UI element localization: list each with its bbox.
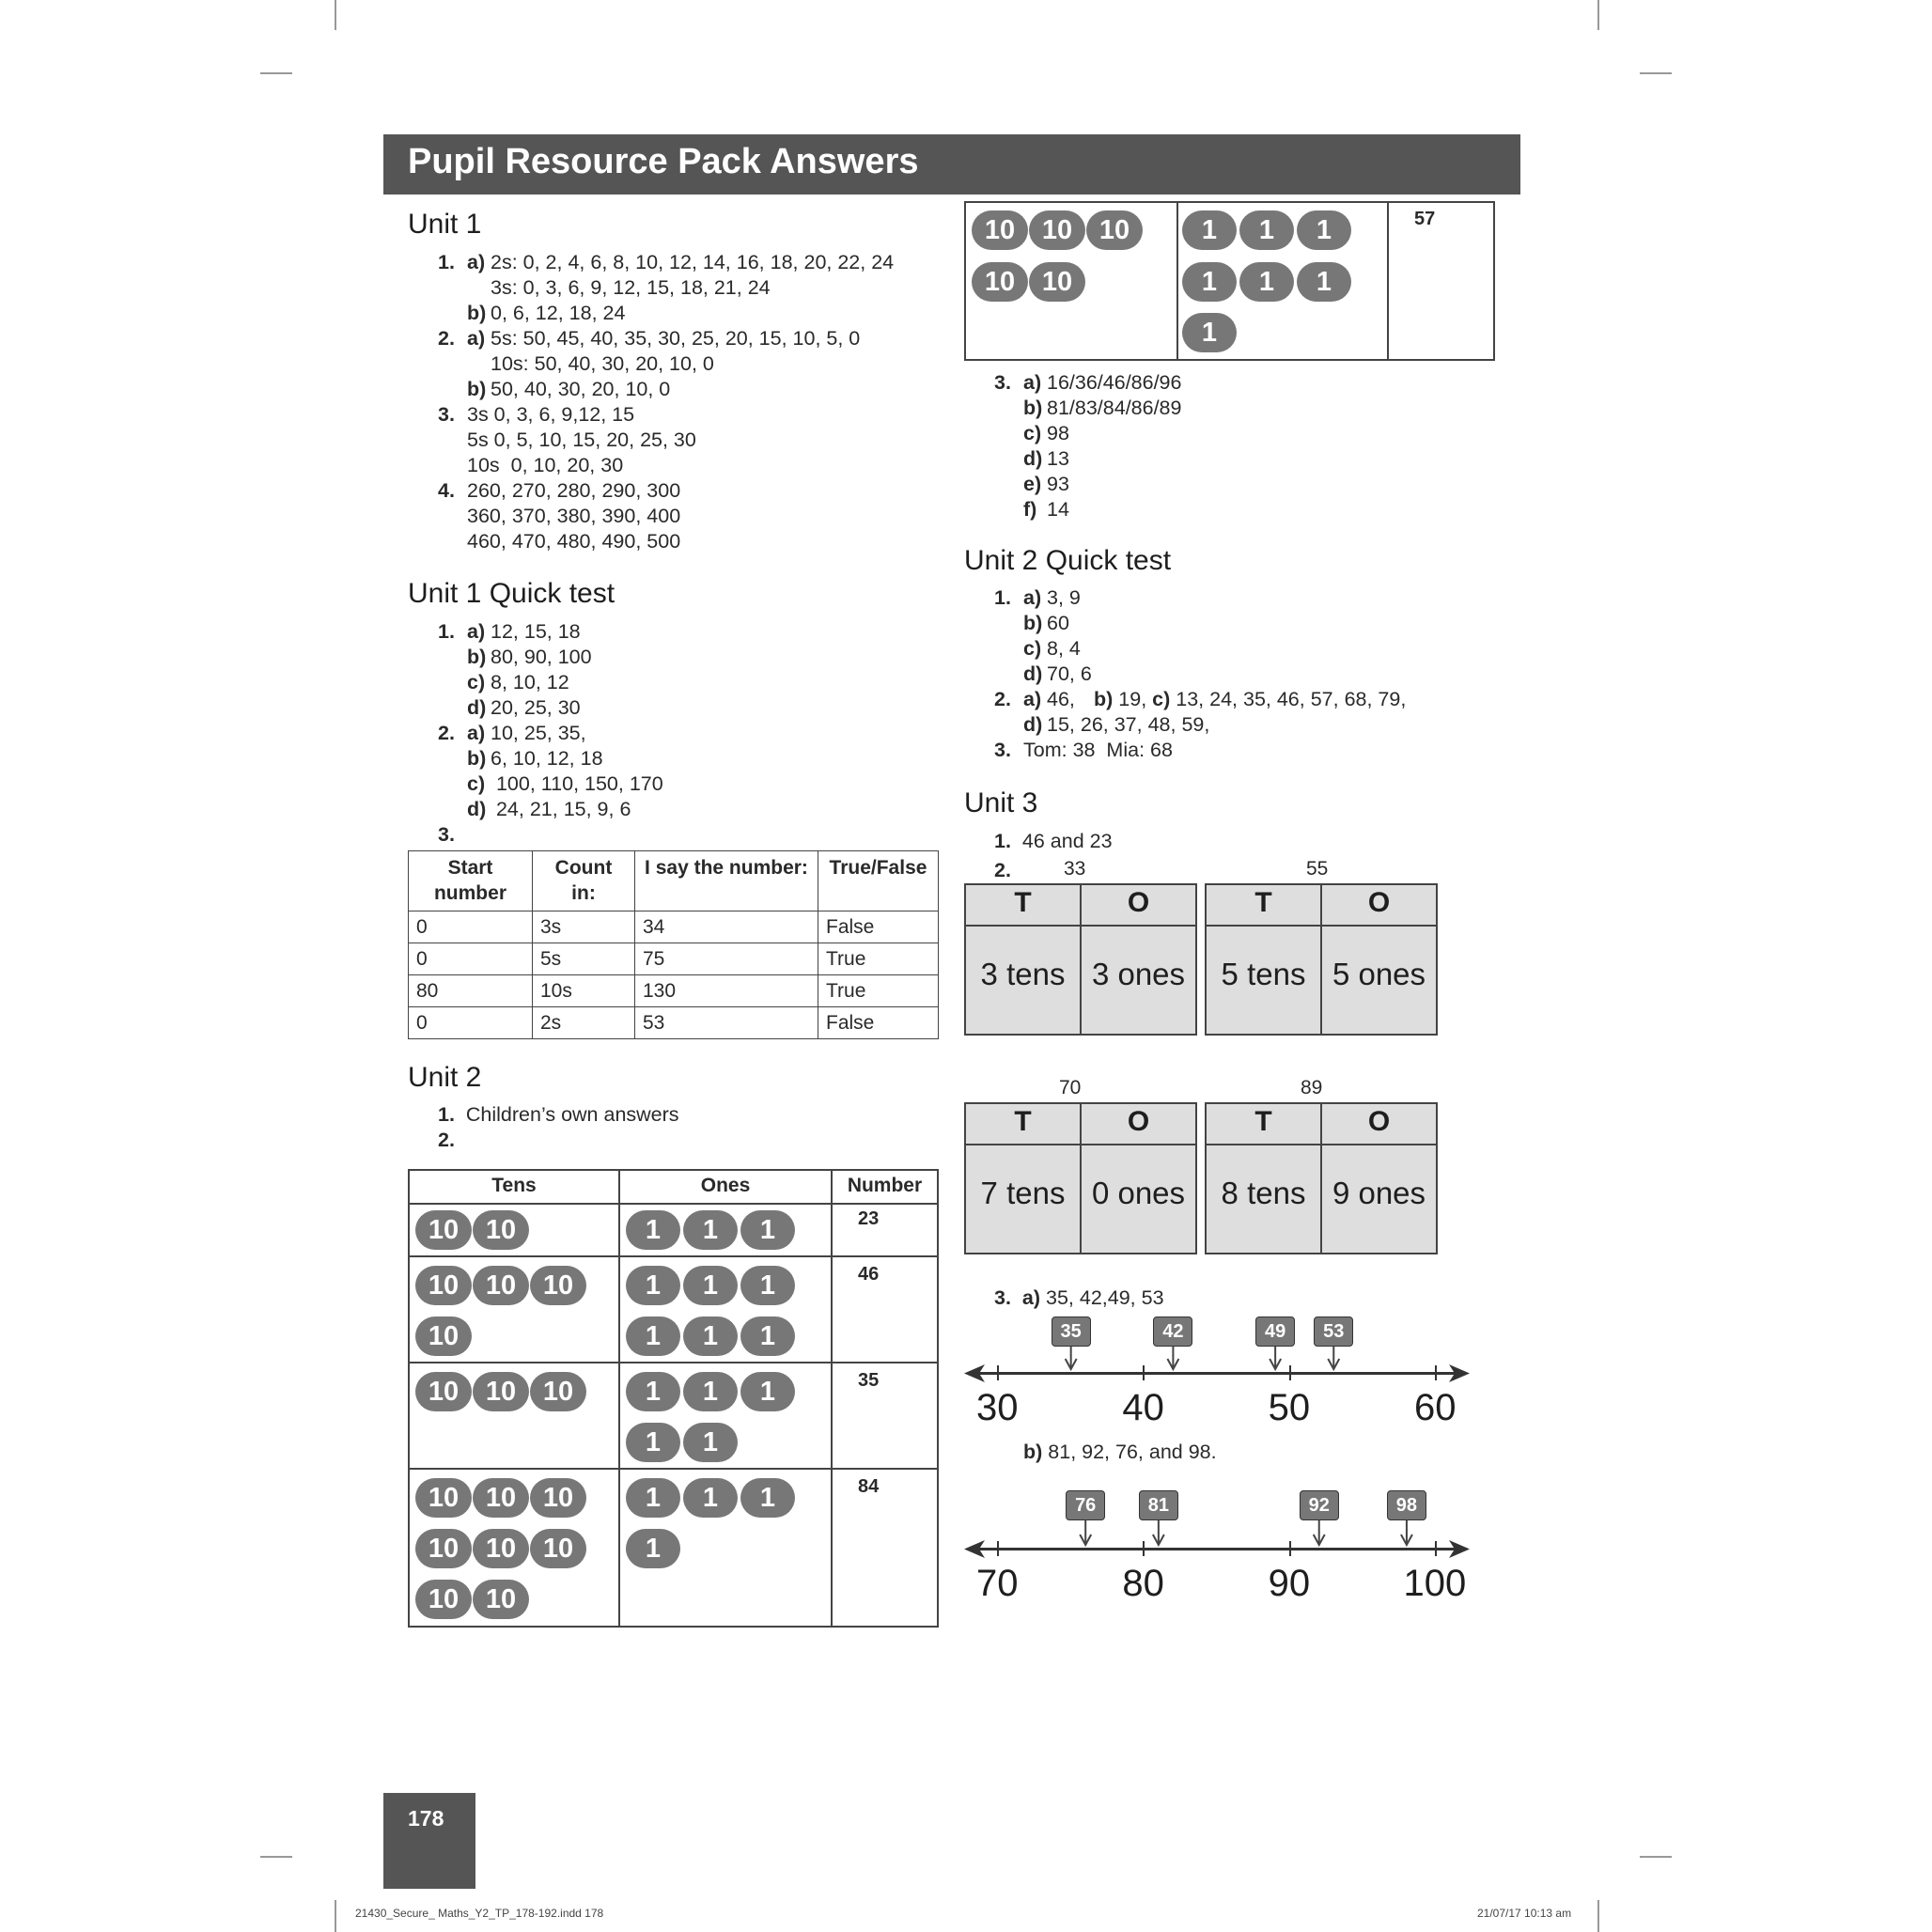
table-cell: 75 bbox=[635, 943, 818, 975]
tick-mark bbox=[1435, 1541, 1437, 1556]
tens-value: 3 tens bbox=[980, 957, 1066, 991]
column-divider bbox=[618, 1169, 620, 1628]
marker-arrow-icon bbox=[1167, 1347, 1178, 1369]
tick-mark bbox=[1289, 1365, 1291, 1380]
one-counter: 1 bbox=[626, 1529, 680, 1568]
question-number: 3. bbox=[994, 739, 1011, 761]
ones-header: O bbox=[1367, 1106, 1391, 1137]
answer-text: 460, 470, 480, 490, 500 bbox=[467, 530, 681, 553]
ten-counter: 10 bbox=[473, 1372, 529, 1411]
ten-counter: 10 bbox=[473, 1580, 529, 1619]
ten-counter: 10 bbox=[473, 1266, 529, 1305]
unit3-q3a bbox=[994, 1285, 1164, 1311]
value-marker: 35 bbox=[1052, 1317, 1091, 1347]
sub-label: a) bbox=[467, 327, 486, 350]
tens-value: 5 tens bbox=[1221, 957, 1306, 991]
ten-counter: 10 bbox=[415, 1529, 472, 1568]
table-cell: 130 bbox=[635, 975, 818, 1007]
answer-text: 260, 270, 280, 290, 300 bbox=[467, 479, 681, 502]
sub-label: b) bbox=[467, 302, 487, 324]
ones-header: O bbox=[1127, 887, 1150, 918]
ten-counter: 10 bbox=[415, 1317, 472, 1356]
sub-label: b) bbox=[1094, 688, 1114, 710]
answer-text: 81/83/84/86/89 bbox=[1047, 397, 1182, 419]
answer-text: 2s: 0, 2, 4, 6, 8, 10, 12, 14, 16, 18, 20, 22, 24 bbox=[491, 251, 895, 273]
table-cell: 80 bbox=[409, 975, 533, 1007]
question-number: 2. bbox=[438, 1129, 455, 1151]
one-counter: 1 bbox=[683, 1372, 738, 1411]
ones-value: 0 ones bbox=[1091, 1176, 1186, 1210]
one-counter: 1 bbox=[626, 1266, 680, 1305]
sub-label: b) bbox=[1023, 397, 1043, 419]
one-counter: 1 bbox=[1182, 262, 1237, 302]
answer-text: 3, 9 bbox=[1047, 586, 1081, 609]
answer-text: 50, 40, 30, 20, 10, 0 bbox=[491, 378, 671, 400]
col-header: True/False bbox=[818, 851, 939, 911]
number-cell: 84 bbox=[858, 1476, 880, 1497]
ten-counter: 10 bbox=[473, 1529, 529, 1568]
ones-value: 9 ones bbox=[1332, 1176, 1426, 1210]
one-counter: 1 bbox=[1239, 210, 1294, 250]
col-header-tens: Tens bbox=[491, 1175, 537, 1196]
footer-file: 21430_Secure_ Maths_Y2_TP_178-192.indd 178 bbox=[355, 1907, 604, 1920]
ten-counter: 10 bbox=[415, 1478, 472, 1518]
sub-label: a) bbox=[467, 251, 486, 273]
place-value-box bbox=[1205, 1102, 1438, 1254]
tens-header: T bbox=[1014, 1106, 1032, 1137]
marker-arrow-icon bbox=[1270, 1347, 1281, 1369]
sub-label: a) bbox=[1023, 688, 1042, 710]
tick-mark bbox=[1143, 1365, 1145, 1380]
sub-label: a) bbox=[1023, 371, 1042, 394]
unit1-quick-heading: Unit 1 Quick test bbox=[408, 578, 615, 609]
answer-text: 15, 26, 37, 48, 59, bbox=[1047, 713, 1210, 736]
place-value-number: 70 bbox=[1059, 1077, 1082, 1098]
question-number: 2. bbox=[994, 688, 1011, 710]
column-divider bbox=[831, 1169, 833, 1628]
table-cell: False bbox=[818, 911, 939, 943]
crop-mark bbox=[1640, 1856, 1672, 1858]
value-marker: 81 bbox=[1139, 1490, 1178, 1520]
answer-text: 5s 0, 5, 10, 15, 20, 25, 30 bbox=[467, 428, 696, 451]
answer-text: 0, 6, 12, 18, 24 bbox=[491, 302, 626, 324]
table-cell: 2s bbox=[533, 1007, 635, 1039]
row-divider bbox=[408, 1468, 939, 1470]
sub-label: a) bbox=[1023, 586, 1042, 609]
sub-label: c) bbox=[1152, 688, 1171, 710]
unit3-heading: Unit 3 bbox=[964, 787, 1038, 818]
inline-answers bbox=[1094, 687, 1406, 712]
answer-text: 3s 0, 3, 6, 9,12, 15 bbox=[467, 403, 635, 426]
question-number: 2. bbox=[994, 859, 1011, 881]
tens-header: T bbox=[1254, 1106, 1272, 1137]
ones-header: O bbox=[1127, 1106, 1150, 1137]
crop-mark bbox=[1597, 0, 1599, 30]
ten-counter: 10 bbox=[972, 262, 1028, 302]
sub-label: c) bbox=[1023, 422, 1042, 444]
marker-arrow-icon bbox=[1328, 1347, 1339, 1369]
ones-value: 3 ones bbox=[1091, 957, 1186, 991]
col-header: Count in: bbox=[533, 851, 635, 911]
page-number: 178 bbox=[408, 1806, 444, 1831]
page-header bbox=[383, 134, 1520, 195]
one-counter: 1 bbox=[740, 1372, 795, 1411]
table-row bbox=[409, 943, 939, 975]
crop-mark bbox=[335, 1900, 336, 1932]
one-counter: 1 bbox=[740, 1266, 795, 1305]
number-cell: 23 bbox=[858, 1208, 880, 1229]
answer-text: 5s: 50, 45, 40, 35, 30, 25, 20, 15, 10, 5, 0 bbox=[491, 327, 861, 350]
answer-text: 12, 15, 18 bbox=[491, 620, 581, 643]
one-counter: 1 bbox=[1239, 262, 1294, 302]
ten-counter: 10 bbox=[530, 1372, 586, 1411]
crop-mark bbox=[335, 0, 336, 30]
tick-label: 70 bbox=[976, 1563, 1019, 1604]
place-value-box bbox=[964, 883, 1197, 1036]
question-number: 3. bbox=[994, 1286, 1011, 1309]
question-number: 4. bbox=[438, 479, 455, 502]
marker-arrow-icon bbox=[1066, 1347, 1077, 1369]
one-counter: 1 bbox=[626, 1478, 680, 1518]
tick-label: 30 bbox=[976, 1387, 1019, 1428]
sub-label: a) bbox=[1021, 1286, 1041, 1309]
ten-counter: 10 bbox=[530, 1266, 586, 1305]
answer-text: 14 bbox=[1047, 498, 1069, 521]
unit1-heading: Unit 1 bbox=[408, 209, 482, 240]
one-counter: 1 bbox=[1182, 313, 1237, 352]
footer-timestamp: 21/07/17 10:13 am bbox=[1477, 1907, 1572, 1920]
answer-text: 3s: 0, 3, 6, 9, 12, 15, 18, 21, 24 bbox=[491, 276, 771, 299]
value-marker: 53 bbox=[1314, 1317, 1353, 1347]
answer-text: 10s: 50, 40, 30, 20, 10, 0 bbox=[491, 352, 714, 375]
tens-header: T bbox=[1254, 887, 1272, 918]
sub-label: b) bbox=[1023, 612, 1043, 634]
table-cell: True bbox=[818, 975, 939, 1007]
tick-label: 60 bbox=[1414, 1387, 1457, 1428]
answer-text: 360, 370, 380, 390, 400 bbox=[467, 505, 681, 527]
one-counter: 1 bbox=[683, 1317, 738, 1356]
ten-counter: 10 bbox=[1086, 210, 1143, 250]
answer-text: 24, 21, 15, 9, 6 bbox=[491, 798, 631, 820]
sub-label: d) bbox=[1023, 662, 1043, 685]
tick-label: 100 bbox=[1403, 1563, 1467, 1604]
place-value-number: 55 bbox=[1306, 858, 1329, 880]
ten-counter: 10 bbox=[473, 1478, 529, 1518]
table-cell: 53 bbox=[635, 1007, 818, 1039]
crop-mark bbox=[260, 1856, 292, 1858]
table-cell: 0 bbox=[409, 1007, 533, 1039]
tens-value: 7 tens bbox=[980, 1176, 1066, 1210]
ten-counter: 10 bbox=[473, 1210, 529, 1250]
value-marker: 76 bbox=[1066, 1490, 1105, 1520]
sub-label: c) bbox=[467, 671, 486, 693]
ten-counter: 10 bbox=[972, 210, 1028, 250]
unit2-quick-heading: Unit 2 Quick test bbox=[964, 545, 1172, 576]
tick-label: 50 bbox=[1268, 1387, 1311, 1428]
answer-text: Children’s own answers bbox=[465, 1103, 679, 1126]
ten-counter: 10 bbox=[415, 1580, 472, 1619]
answer-text: 98 bbox=[1047, 422, 1069, 444]
question-number: 3. bbox=[438, 403, 455, 426]
tick-mark bbox=[997, 1365, 999, 1380]
answer-text: Tom: 38 Mia: 68 bbox=[1023, 739, 1173, 761]
answer-text: 13 bbox=[1047, 447, 1069, 470]
table-cell: 0 bbox=[409, 943, 533, 975]
sub-label: b) bbox=[467, 378, 487, 400]
answer-text: 46, bbox=[1047, 688, 1081, 710]
one-counter: 1 bbox=[740, 1478, 795, 1518]
answer-text: 60 bbox=[1047, 612, 1069, 634]
one-counter: 1 bbox=[626, 1210, 680, 1250]
ten-counter: 10 bbox=[1029, 262, 1085, 302]
answer-text: 35, 42,49, 53 bbox=[1046, 1286, 1164, 1309]
table-cell: 5s bbox=[533, 943, 635, 975]
sub-label: a) bbox=[467, 620, 486, 643]
answer-text: 6, 10, 12, 18 bbox=[491, 747, 603, 770]
answer-text: 46 and 23 bbox=[1021, 830, 1113, 852]
ten-counter: 10 bbox=[1029, 210, 1085, 250]
table-cell: True bbox=[818, 943, 939, 975]
one-counter: 1 bbox=[626, 1423, 680, 1462]
question-number: 1. bbox=[438, 1103, 455, 1126]
unit3-q2 bbox=[994, 858, 1011, 883]
sub-label: c) bbox=[1023, 637, 1042, 660]
place-value-box bbox=[1205, 883, 1438, 1036]
ten-counter: 10 bbox=[530, 1529, 586, 1568]
answer-text: 100, 110, 150, 170 bbox=[491, 772, 663, 795]
sub-label: d) bbox=[1023, 713, 1043, 736]
table-cell: 0 bbox=[409, 911, 533, 943]
number-cell: 46 bbox=[858, 1264, 880, 1285]
tick-label: 40 bbox=[1122, 1387, 1164, 1428]
ten-counter: 10 bbox=[530, 1478, 586, 1518]
table-row bbox=[409, 911, 939, 943]
sub-label: b) bbox=[467, 747, 487, 770]
ones-header: O bbox=[1367, 887, 1391, 918]
one-counter: 1 bbox=[683, 1423, 738, 1462]
table-cell: 3s bbox=[533, 911, 635, 943]
question-number: 1. bbox=[994, 586, 1011, 609]
marker-arrow-icon bbox=[1080, 1520, 1091, 1545]
marker-arrow-icon bbox=[1401, 1520, 1412, 1545]
table-cell: False bbox=[818, 1007, 939, 1039]
question-number: 2. bbox=[438, 722, 455, 744]
unit2-q2 bbox=[438, 1128, 455, 1153]
unit3-q1 bbox=[994, 829, 1113, 854]
row-divider bbox=[408, 1255, 939, 1257]
table-cell: 34 bbox=[635, 911, 818, 943]
answer-text: 8, 4 bbox=[1047, 637, 1081, 660]
ten-counter: 10 bbox=[415, 1266, 472, 1305]
column-divider bbox=[1387, 201, 1389, 361]
answer-text: 81, 92, 76, and 98. bbox=[1048, 1441, 1217, 1463]
page-number-box bbox=[383, 1793, 475, 1889]
answer-text: 16/36/46/86/96 bbox=[1047, 371, 1182, 394]
tick-label: 80 bbox=[1122, 1563, 1164, 1604]
value-marker: 92 bbox=[1300, 1490, 1339, 1520]
one-counter: 1 bbox=[626, 1317, 680, 1356]
number-cell: 57 bbox=[1414, 209, 1436, 229]
answer-text: 8, 10, 12 bbox=[491, 671, 569, 693]
col-header: Start number bbox=[409, 851, 533, 911]
crop-mark bbox=[260, 72, 292, 74]
ones-value: 5 ones bbox=[1332, 957, 1426, 991]
answer-text: 70, 6 bbox=[1047, 662, 1092, 685]
sub-label: b) bbox=[1023, 1441, 1043, 1463]
page-title: Pupil Resource Pack Answers bbox=[408, 142, 919, 181]
value-marker: 42 bbox=[1153, 1317, 1192, 1347]
one-counter: 1 bbox=[740, 1317, 795, 1356]
table-row bbox=[409, 1007, 939, 1039]
answer-text: 10, 25, 35, bbox=[491, 722, 586, 744]
sub-label: d) bbox=[1023, 447, 1043, 470]
answer-text: 20, 25, 30 bbox=[491, 696, 581, 719]
marker-arrow-icon bbox=[1314, 1520, 1325, 1545]
ten-counter: 10 bbox=[415, 1372, 472, 1411]
tick-mark bbox=[997, 1541, 999, 1556]
tens-value: 8 tens bbox=[1221, 1176, 1306, 1210]
tick-label: 90 bbox=[1268, 1563, 1311, 1604]
answer-text: 19, bbox=[1118, 688, 1153, 710]
one-counter: 1 bbox=[740, 1210, 795, 1250]
value-marker: 49 bbox=[1255, 1317, 1295, 1347]
crop-mark bbox=[1597, 1900, 1599, 1932]
row-divider bbox=[408, 1362, 939, 1363]
sub-label: b) bbox=[467, 646, 487, 668]
tick-mark bbox=[1143, 1541, 1145, 1556]
question-number: 3. bbox=[438, 823, 455, 846]
table-cell: 10s bbox=[533, 975, 635, 1007]
one-counter: 1 bbox=[626, 1372, 680, 1411]
question-number: 2. bbox=[438, 327, 455, 350]
value-marker: 98 bbox=[1387, 1490, 1426, 1520]
sub-label: d) bbox=[467, 798, 487, 820]
unit2-heading: Unit 2 bbox=[408, 1062, 482, 1093]
col-header-ones: Ones bbox=[700, 1175, 751, 1196]
col-header: I say the number: bbox=[635, 851, 818, 911]
one-counter: 1 bbox=[683, 1266, 738, 1305]
place-value-box bbox=[964, 1102, 1197, 1254]
one-counter: 1 bbox=[1297, 210, 1351, 250]
col-header-number: Number bbox=[847, 1175, 923, 1196]
sub-label: f) bbox=[1023, 498, 1037, 521]
question-number: 1. bbox=[438, 620, 455, 643]
sub-label: e) bbox=[1023, 473, 1042, 495]
one-counter: 1 bbox=[683, 1478, 738, 1518]
question-number: 1. bbox=[438, 251, 455, 273]
ten-counter: 10 bbox=[415, 1210, 472, 1250]
sub-label: d) bbox=[467, 696, 487, 719]
tens-header: T bbox=[1014, 887, 1032, 918]
sub-label: c) bbox=[467, 772, 486, 795]
question-number: 1. bbox=[994, 830, 1011, 852]
one-counter: 1 bbox=[683, 1210, 738, 1250]
sub-label: a) bbox=[467, 722, 486, 744]
unit2-q1 bbox=[438, 1102, 679, 1128]
unit3-q3b bbox=[1023, 1440, 1217, 1465]
table-row bbox=[409, 975, 939, 1007]
answer-text: 13, 24, 35, 46, 57, 68, 79, bbox=[1176, 688, 1407, 710]
place-value-number: 33 bbox=[1064, 858, 1086, 880]
place-value-number: 89 bbox=[1301, 1077, 1323, 1098]
crop-mark bbox=[1640, 72, 1672, 74]
answer-text: 93 bbox=[1047, 473, 1069, 495]
one-counter: 1 bbox=[1182, 210, 1237, 250]
number-line-axis bbox=[968, 1548, 1466, 1550]
number-cell: 35 bbox=[858, 1370, 880, 1391]
question-number: 3. bbox=[994, 371, 1011, 394]
number-line-axis bbox=[968, 1372, 1466, 1375]
marker-arrow-icon bbox=[1153, 1520, 1164, 1545]
tick-mark bbox=[1289, 1541, 1291, 1556]
column-divider bbox=[1176, 201, 1178, 361]
count-table bbox=[408, 850, 939, 1039]
row-divider bbox=[408, 1203, 939, 1205]
one-counter: 1 bbox=[1297, 262, 1351, 302]
answer-text: 80, 90, 100 bbox=[491, 646, 592, 668]
answer-text: 10s 0, 10, 20, 30 bbox=[467, 454, 624, 476]
tick-mark bbox=[1435, 1365, 1437, 1380]
